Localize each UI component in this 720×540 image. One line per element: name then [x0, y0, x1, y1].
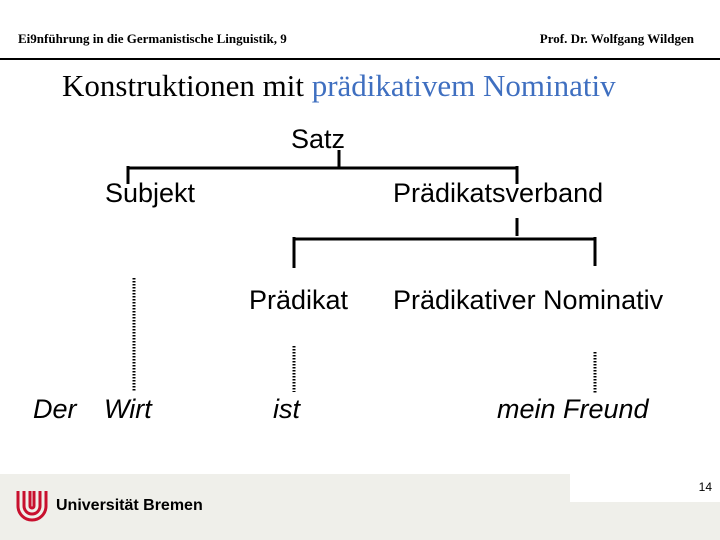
- footer-page-box: [570, 474, 720, 502]
- slide-title-part1: Konstruktionen mit: [62, 68, 312, 103]
- word-der: Der: [33, 394, 77, 424]
- slide-title-accent: prädikativem Nominativ: [311, 68, 616, 103]
- node-praedikativer-nominativ: Prädikativer Nominativ: [393, 285, 664, 315]
- author-name: Prof. Dr. Wolfgang Wildgen: [539, 31, 694, 46]
- university-bremen-logo-icon: [14, 488, 50, 524]
- node-praedikat: Prädikat: [249, 285, 349, 315]
- node-subjekt: Subjekt: [105, 178, 196, 208]
- course-title: Ei9nführung in die Germanistische Linguistik, 9: [18, 31, 287, 46]
- word-ist: ist: [273, 394, 300, 424]
- node-praedikatsverband: Prädikatsverband: [393, 178, 604, 208]
- node-satz: Satz: [291, 124, 346, 154]
- university-name: Universität Bremen: [56, 497, 203, 514]
- word-wirt: Wirt: [104, 394, 152, 424]
- word-mein-freund: mein Freund: [497, 394, 649, 424]
- page-number: 14: [698, 480, 712, 494]
